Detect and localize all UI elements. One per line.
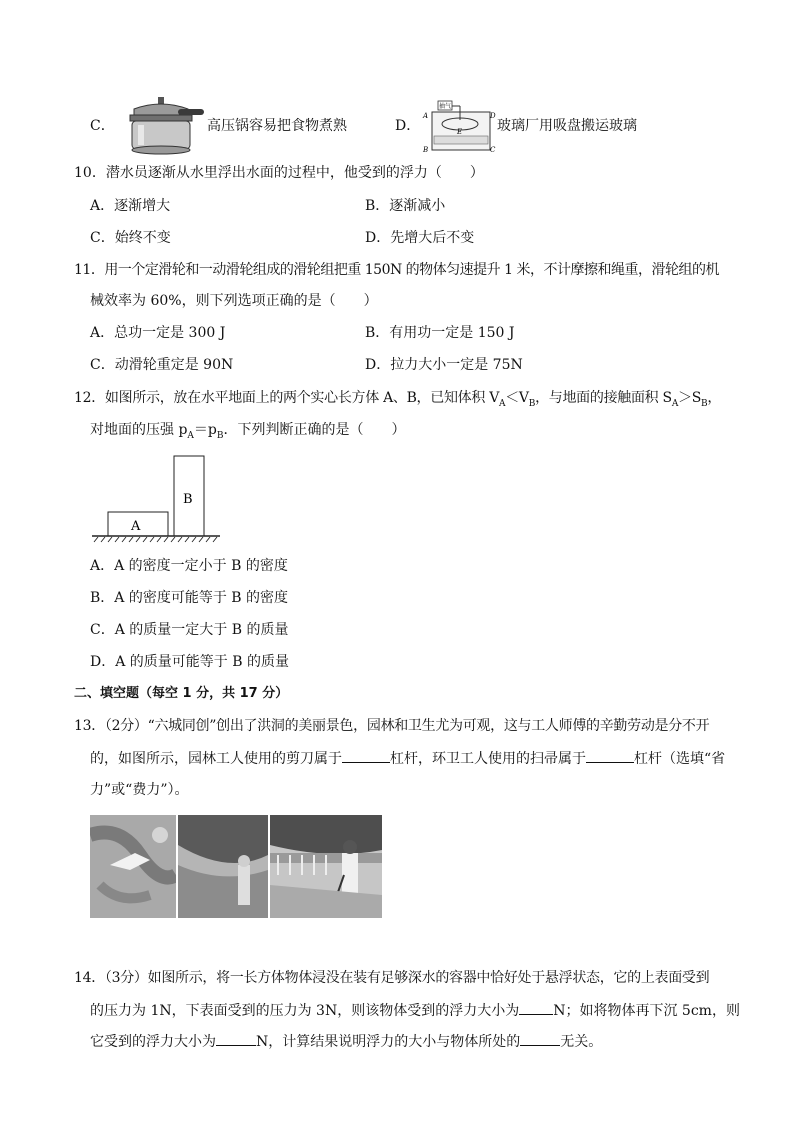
q9-option-c-label: C． [90,118,115,134]
block-b-label: B [183,492,193,507]
q14-blank-2[interactable] [216,1031,256,1046]
q11-stem-line1: 11．用一个定滑轮和一动滑轮组成的滑轮组把重 150N 的物体匀速提升 1 米，不计摩擦和绳重，滑轮组的机 [74,262,719,278]
photo-gardener [178,815,268,918]
q13-blank-2[interactable] [586,748,634,763]
q10-option-a: A．逐渐增大 [90,198,171,214]
q11-option-a: A．总功一定是 300 J [90,325,226,341]
q13-blank-1[interactable] [342,748,390,763]
q14-blank-1[interactable] [519,1000,553,1015]
suction-cup-diagram [420,98,496,156]
pressure-cooker-image [116,95,206,157]
q13-stem-line2: 的，如图所示，园林工人使用的剪刀属于 杠杆，环卫工人使用的扫帚属于 杠杆（选填“省 [90,748,725,769]
block-a-label: A [131,519,141,534]
q12-stem-line2: 对地面的压强 $p_A=p_B$．下列判断正确的是（ ） [90,422,406,441]
section-2-title: 二、填空题（每空 1 分，共 17 分） [74,686,289,701]
q12-option-b: B．A 的密度可能等于 B 的密度 [90,590,289,606]
q14-stem-line1: 14．（3分）如图所示，将一长方体物体浸没在装有足够深水的容器中恰好处于悬浮状态，它的上表面受到 [74,970,710,986]
q10-option-d: D．先增大后不变 [365,230,475,246]
glass-e-label: E [457,128,463,136]
q10-stem: 10．潜水员逐渐从水里浮出水面的过程中，他受到的浮力（ ） [74,165,484,181]
pump-label: 抽气 [439,103,452,110]
q11-option-d: D．拉力大小一定是 75N [365,357,523,373]
q12-option-a: A．A 的密度一定小于 B 的密度 [90,558,288,574]
corner-a-label: A [423,112,429,120]
corner-b-label: B [423,146,429,154]
q9-option-d-text: 玻璃厂用吸盘搬运玻璃 [497,118,637,134]
q11-option-b: B．有用功一定是 150 J [365,325,515,341]
q14-stem-line3: 它受到的浮力大小为 N，计算结果说明浮力的大小与物体所处的 无关。 [90,1031,602,1052]
q14-blank-3[interactable] [520,1031,560,1046]
q11-stem-line2: 械效率为 60%，则下列选项正确的是（ ） [90,293,378,309]
q12-option-c: C．A 的质量一定大于 B 的质量 [90,622,289,638]
q10-option-c: C．始终不变 [90,230,171,246]
q12-stem-line1: 12．如图所示，放在水平地面上的两个实心长方体 A、B，已知体积 $V_A<V_B$，与地面的接触面积 $S_A>S_B$， [74,390,722,409]
blocks-diagram [88,450,228,546]
photo-shears [90,815,176,918]
q13-stem-line1: 13．（2分）“六城同创”创出了洪洞的美丽景色，园林和卫生尤为可观，这与工人师傅的辛勤劳动是分不开 [74,718,710,734]
q13-stem-line3: 力”或“费力”）。 [90,782,189,798]
q12-option-d: D．A 的质量可能等于 B 的质量 [90,654,289,670]
q10-option-b: B．逐渐减小 [365,198,446,214]
q9-option-d-label: D． [395,118,421,134]
q11-option-c: C．动滑轮重定是 90N [90,357,234,373]
corner-c-label: C [490,146,496,154]
corner-d-label: D [490,112,496,120]
photo-sweeper [270,815,382,918]
q9-option-c-text: 高压锅容易把食物煮熟 [207,118,347,134]
q14-stem-line2: 的压力为 1N，下表面受到的压力为 3N，则该物体受到的浮力大小为 N；如将物体再下沉 5cm，则 [90,1000,740,1021]
